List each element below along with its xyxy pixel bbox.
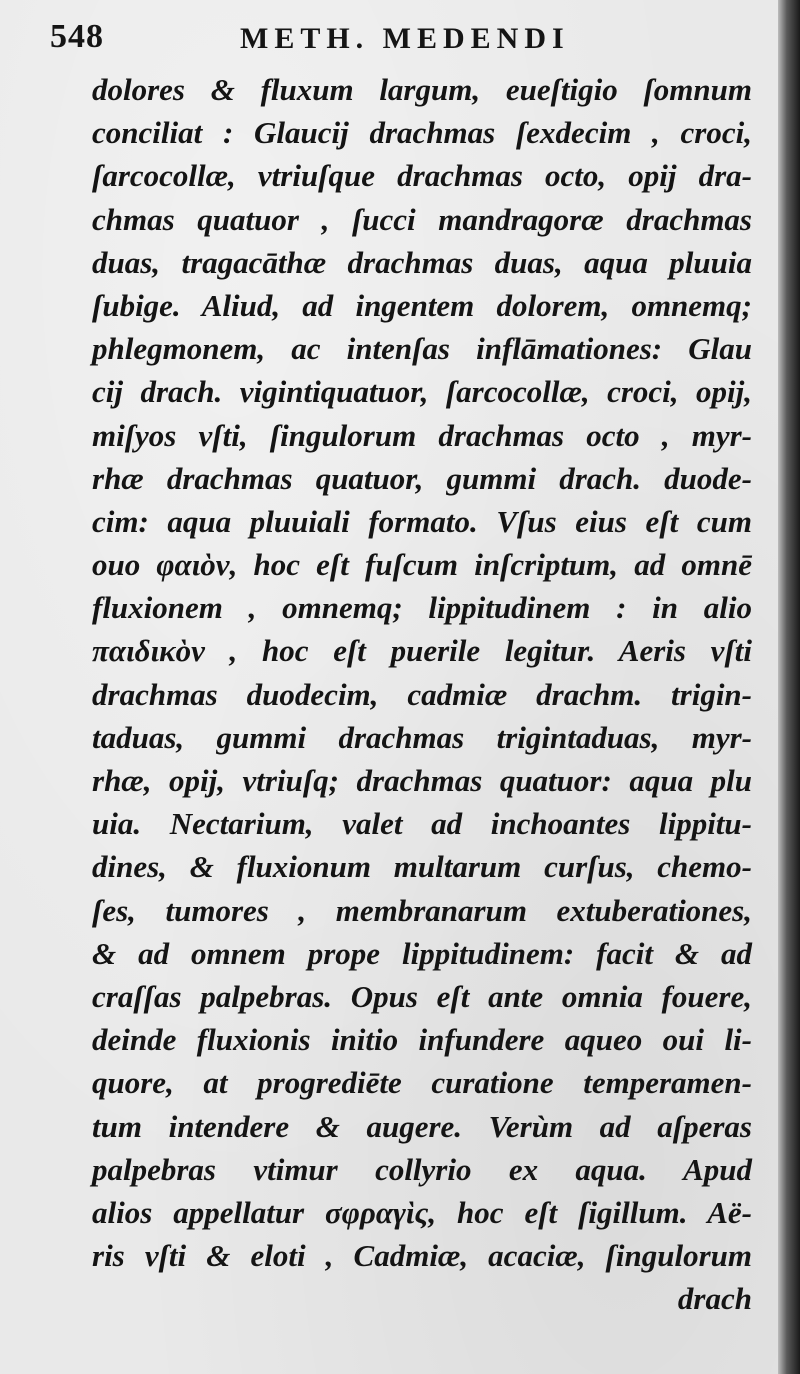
text-line: rhæ drachmas quatuor, gummi drach. duode- [92, 460, 752, 496]
catchword: drach [677, 1281, 752, 1317]
text-line: ſubige. Aliud, ad ingentem dolorem, omnemq; [92, 287, 752, 323]
text-line: chmas quatuor , ſucci mandragoræ drachmas [92, 201, 752, 237]
text-line: & ad omnem prope lippitudinem: facit & ad [92, 935, 752, 971]
text-line: ris vſti & eloti , Cadmiæ, acaciæ, ſingulorum [92, 1238, 752, 1274]
text-line: cim: aqua pluuiali formato. Vſus eius eſt cum [92, 503, 752, 539]
text-line: duas, tragacāthæ drachmas duas, aqua pluuia [92, 244, 752, 280]
text-line: ouo φαιὸν, hoc eſt fuſcum inſcriptum, ad omnē [92, 547, 752, 583]
text-line: ſarcocollæ, vtriuſque drachmas octo, opij dra- [92, 158, 752, 194]
running-head: METH. MEDENDI [240, 22, 570, 55]
body-text [92, 68, 752, 1320]
text-line: alios appellatur σφραγὶς, hoc eſt ſigillum. Aë- [92, 1194, 752, 1230]
text-line: rhæ, opij, vtriuſq; drachmas quatuor: aqua plu [92, 763, 752, 798]
text-line: tum intendere & augere. Verùm ad aſperas [92, 1108, 752, 1144]
text-line: παιδικὸν , hoc eſt puerile legitur. Aeris vſti [92, 633, 752, 669]
text-line: taduas, gummi drachmas trigintaduas, myr- [92, 719, 752, 755]
text-line: dines, & fluxionum multarum curſus, chemo- [92, 849, 752, 885]
text-line: drachmas duodecim, cadmiæ drachm. trigin- [92, 676, 752, 712]
page-gutter-shadow [778, 0, 800, 1374]
text-line: deinde fluxionis initio infundere aqueo oui li- [92, 1022, 752, 1058]
text-line: miſyos vſti, ſingulorum drachmas octo , myr- [92, 417, 752, 453]
page-number: 548 [50, 18, 104, 55]
text-line: craſſas palpebras. Opus eſt ante omnia fouere, [92, 978, 752, 1014]
page-header [50, 14, 750, 66]
text-line: quore, at progrediēte curatione temperamen- [92, 1065, 752, 1101]
text-line: uia. Nectarium, valet ad inchoantes lippitu- [92, 806, 752, 842]
text-line: conciliat : Glaucij drachmas ſexdecim , croci, [92, 115, 752, 151]
text-line: palpebras vtimur collyrio ex aqua. Apud [92, 1151, 752, 1187]
text-line: ſes, tumores , membranarum extuberationes, [92, 892, 752, 928]
text-line: phlegmonem, ac intenſas inflāmationes: Glau [92, 331, 752, 367]
text-line: fluxionem , omnemq; lippitudinem : in alio [92, 590, 752, 626]
text-line: cij drach. vigintiquatuor, ſarcocollæ, croci, opij, [92, 374, 752, 410]
text-line: dolores & fluxum largum, eueſtigio ſomnum [92, 72, 752, 107]
